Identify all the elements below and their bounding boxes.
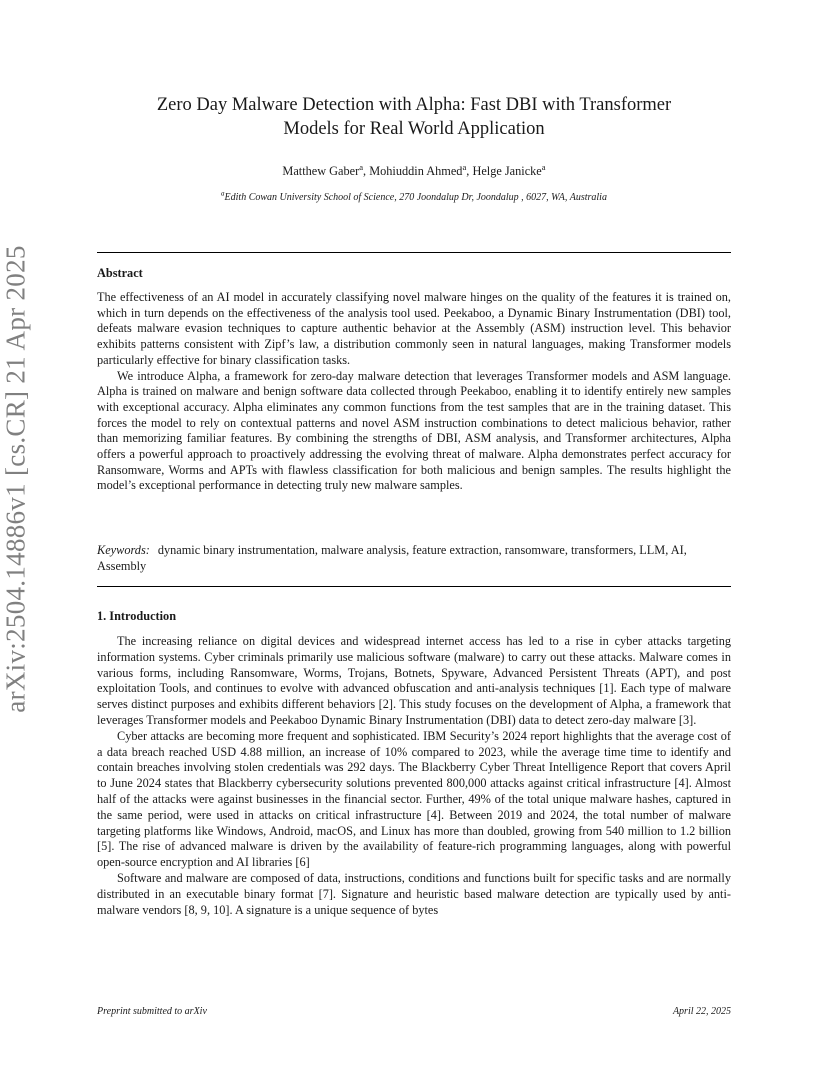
paper-title [97,93,731,141]
author-name: Helge Janicke [472,164,542,178]
introduction-paragraph: Software and malware are composed of data, instructions, conditions and functions built for specific tasks and are normally distributed in an executable binary format [7]. Signature and heuristic based malware detection are typically used by anti-malware vendors [8, 9, 10]. A signature is a unique sequence of bytes [97,870,731,917]
section-heading-introduction: 1. Introduction [97,609,177,623]
introduction-paragraph: The increasing reliance on digital devices and widespread internet access has led to a rise in cyber attacks targeting information systems. Cyber criminals primarily use malicious software (malware) to carry out these attacks. Malware comes in various forms, including Ransomware, Worms, Trojans, Botnets, Spyware, Advanced Persistent Threats (APT), and post exploitation Tools, and continues to evolve with advanced obfuscation and anti-analysis techniques [1]. Each type of malware serves distinct purposes and exhibits different behaviors [2]. This study focuses on the development of Alpha, a framework that leverages Transformer models and Peekaboo Dynamic Binary Instrumentation (DBI) data to detect zero-day malware [3]. [97,634,731,727]
affiliation-text: Edith Cowan University School of Science, 270 Joondalup Dr, Joondalup , 6027, WA, Australia [224,192,607,203]
affiliation-mark: a [221,189,225,198]
abstract-bottom-rule [97,586,731,587]
affiliation [97,189,731,203]
author-name: Matthew Gaber [282,164,360,178]
title-line-1: Zero Day Malware Detection with Alpha: Fast DBI with Transformer [156,95,672,115]
footer-preprint-note: Preprint submitted to arXiv [97,1006,207,1017]
abstract-heading: Abstract [97,266,143,280]
keywords-text: dynamic binary instrumentation, malware analysis, feature extraction, ransomware, transformers, LLM, AI, Assembly [97,543,687,573]
introduction-body [97,634,731,918]
keywords [97,543,731,574]
title-line-2: Models for Real World Application [283,119,545,139]
abstract-paragraph: We introduce Alpha, a framework for zero-day malware detection that leverages Transformer models and ASM language. Alpha is trained on malware and benign software data collected through Peekaboo, enabling it to identify entirely new samples with exceptional accuracy. Alpha eliminates any common functions from the test samples that are in the training dataset. This forces the model to rely on contextual patterns and novel ASM instruction combinations to detect malicious behavior, rather than memorizing familiar features. By combining the strengths of DBI, ASM analysis, and Transformer architectures, Alpha offers a powerful approach to proactively addressing the evolving threat of malware. Alpha demonstrates perfect accuracy for Ransomware, Worms and APTs with flawless classification for both malicious and benign samples. The results highlight the model’s exceptional performance in detecting truly new malware samples. [97,368,731,493]
author-list: Matthew Gaber$^a$, Mohiuddin Ahmed$^a$, Helge Janicke$^a$ [282,161,546,178]
footer-date: April 22, 2025 [672,1006,731,1017]
abstract-top-rule [97,252,731,253]
author-affiliation-mark: a [541,161,546,172]
abstract-body [97,290,731,494]
author-affiliation-mark: a [462,161,467,172]
introduction-paragraph: Cyber attacks are becoming more frequent and sophisticated. IBM Security’s 2024 report highlights that the average cost of a data breach reached USD 4.88 million, an increase of 10% compared to 2023, while the average time time to identify and contain breaches involving stolen credentials was 292 days. The Blackberry Cyber Threat Intelligence Report that covers April to June 2024 states that Blackberry cybersecurity solutions prevented 800,000 attacks against critical infrastructure [4]. Almost half of the attacks were against businesses in the financial sector. Further, 49% of the total unique malware hashes, captured in the same period, were used in attacks on critical infrastructure [4]. Between 2019 and 2024, the total number of malware targeting platforms like Windows, Android, macOS, and Linux has more than doubled, growing from 540 million to 1.2 billion [5]. The rise of advanced malware is driven by the availability of feature-rich programming languages, along with powerful open-source encryption and AI libraries [6] [97,728,731,870]
arxiv-identifier-text: arXiv:2504.14886v1 [cs.CR] 21 Apr 2025 [0,245,31,713]
author-affiliation-mark: a [359,161,364,172]
author-name: Mohiuddin Ahmed [369,164,463,178]
abstract-paragraph: The effectiveness of an AI model in accurately classifying novel malware hinges on the quality of the features it is trained on, which in turn depends on the effectiveness of the analysis tool used. Peekaboo, a Dynamic Binary Instrumentation (DBI) tool, defeats malware evasion techniques to capture authentic behavior at the Assembly (ASM) instruction level. This behavior exhibits patterns consistent with Zipf’s law, a distribution commonly seen in natural languages, making Transformer models particularly effective for binary classification tasks. [97,290,731,367]
keywords-label: Keywords: [97,543,150,557]
